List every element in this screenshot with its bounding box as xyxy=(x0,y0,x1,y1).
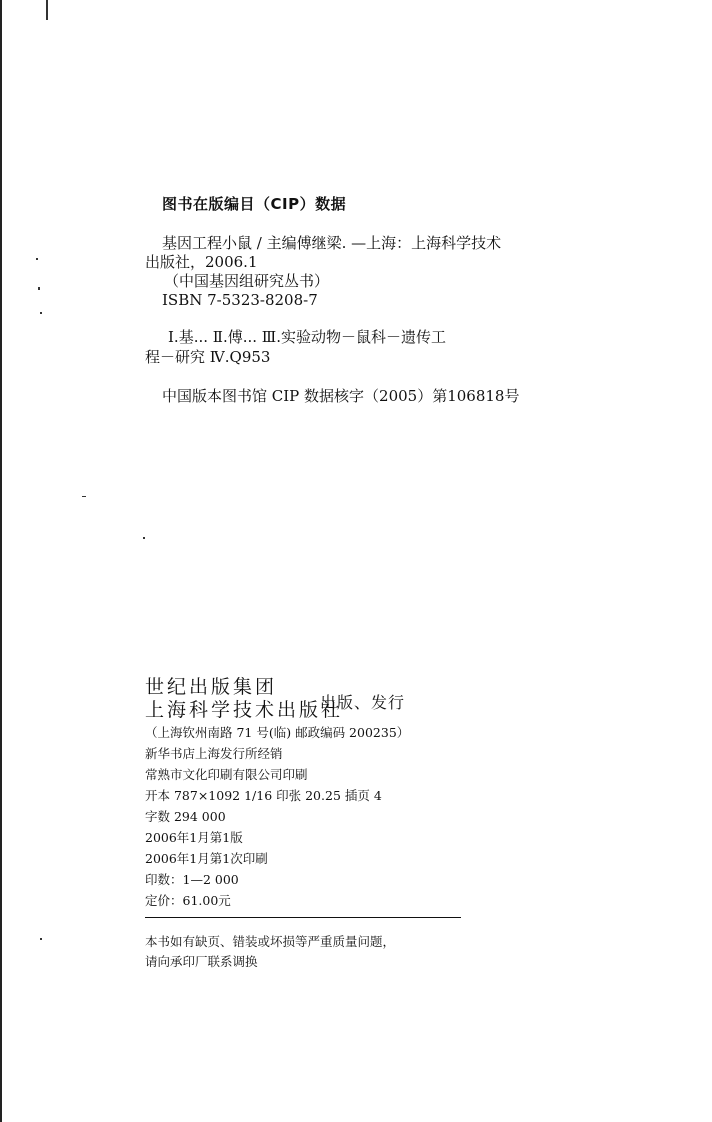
printer: 常熟市文化印刷有限公司印刷 xyxy=(145,767,308,782)
cip-entry-line-1: 基因工程小鼠 / 主编傅继梁. —上海：上海科学技术 xyxy=(162,234,502,252)
publisher-address: （上海钦州南路 71 号(临) 邮政编码 200235） xyxy=(145,725,410,740)
cip-record-number: 中国版本图书馆 CIP 数据核字（2005）第106818号 xyxy=(162,387,520,405)
defect-notice-line-1: 本书如有缺页、错装或坏损等严重质量问题， xyxy=(145,934,396,949)
cip-series-line: （中国基因组研究丛书） xyxy=(164,272,330,290)
publisher-press: 上海科学技术出版社 xyxy=(145,699,344,721)
scan-speck xyxy=(40,312,42,314)
scan-speck xyxy=(36,258,38,260)
cip-entry-line-2: 出版社，2006.1 xyxy=(145,253,258,271)
cip-isbn-line: ISBN 7-5323-8208-7 xyxy=(162,291,318,309)
defect-notice xyxy=(145,932,395,972)
printing-info: 2006年1月第1次印刷 xyxy=(145,851,268,866)
publisher-group: 世纪出版集团 xyxy=(145,676,278,698)
cip-classification-line-1: Ⅰ.基... Ⅱ.傅... Ⅲ.实验动物－鼠科－遗传工 xyxy=(168,328,447,346)
scan-speck xyxy=(40,938,42,940)
cip-classification-line-2: 程－研究 Ⅳ.Q953 xyxy=(145,348,271,366)
scan-mark xyxy=(46,0,48,20)
divider-rule xyxy=(145,917,461,918)
print-run: 印数：1—2 000 xyxy=(145,872,239,887)
cip-title: 图书在版编目（CIP）数据 xyxy=(162,195,347,213)
edition-info: 2006年1月第1版 xyxy=(145,830,243,845)
publisher-role: 出版、发行 xyxy=(320,693,406,712)
format-info: 开本 787×1092 1/16 印张 20.25 插页 4 xyxy=(145,788,382,803)
scan-speck xyxy=(143,537,145,539)
page-left-edge xyxy=(0,0,2,1122)
defect-notice-line-2: 请向承印厂联系调换 xyxy=(145,954,258,969)
word-count: 字数 294 000 xyxy=(145,809,226,824)
scan-speck xyxy=(38,287,40,290)
distributor: 新华书店上海发行所经销 xyxy=(145,746,283,761)
price: 定价：61.00元 xyxy=(145,893,231,908)
scan-speck xyxy=(82,496,86,497)
